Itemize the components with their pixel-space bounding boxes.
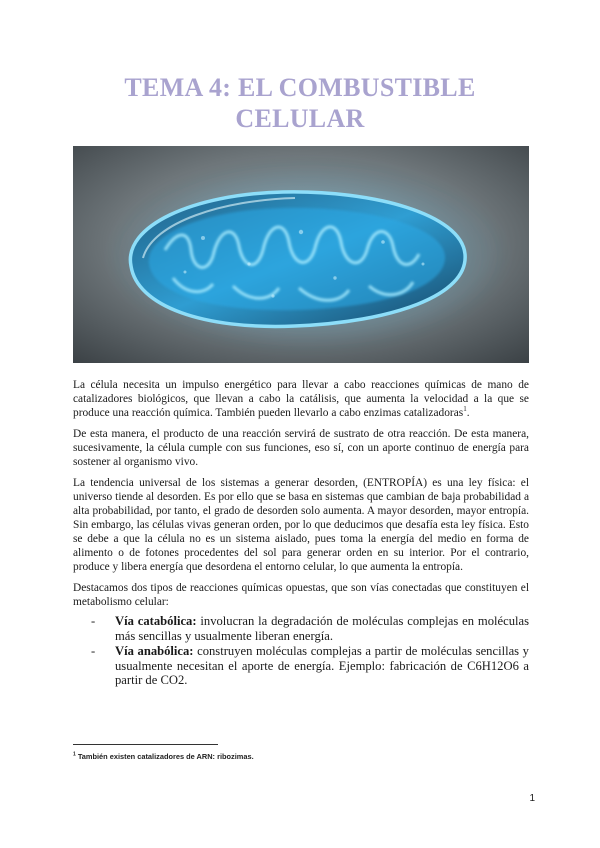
page-title bbox=[60, 72, 540, 134]
list-item-text: construyen moléculas complejas a partir de moléculas sencillas y usualmente necesitan el aporte de energía. Ejemplo: fabricación de C6H12O6 a partir de CO2. bbox=[115, 644, 529, 688]
list-item bbox=[91, 644, 529, 688]
list-item-text: involucran la degradación de moléculas complejas en moléculas más sencillas y usualmente liberan energía. bbox=[115, 614, 529, 643]
title-line-2: CELULAR bbox=[235, 104, 365, 133]
footnote bbox=[73, 752, 533, 761]
footnote-divider bbox=[73, 744, 218, 745]
body-text bbox=[73, 378, 529, 689]
list-item bbox=[91, 614, 529, 643]
paragraph-2: De esta manera, el producto de una reacción servirá de sustrato de otra reacción. De esta manera, sucesivamente, la célula cumple con sus funciones, eso sí, con un aporte continuo de energía para sostener al organismo vivo. bbox=[73, 428, 529, 468]
paragraph-3: La tendencia universal de los sistemas a generar desorden, (ENTROPÍA) es una ley física: el universo tiende al desorden. Es por ello que se basa en sistemas que cambian de baja probabilidad a alta probabilidad, por tanto, el grado de desorden solo aumenta. A mayor desorden, mayor entropía. Sin embargo, las células vivas generan orden, por lo que deducimos que desafía esta ley física. Esto se debe a que la célula no es un sistema aislado, pues toma la energía del medio en forma de alimento o de fotones procedentes del sol para generar orden en su interior. Por el contrario, produce y libera energía que desordena el entorno celular, lo que aumenta la entropía. bbox=[73, 477, 529, 573]
paragraph-1 bbox=[73, 378, 529, 420]
list-item-term: Vía catabólica: bbox=[115, 614, 197, 628]
paragraph-4: Destacamos dos tipos de reacciones químicas opuestas, que son vías conectadas que constituyen el metabolismo celular: bbox=[73, 582, 529, 608]
footnote-reference: 1 bbox=[463, 405, 467, 414]
list-dash: - bbox=[91, 644, 96, 659]
paragraph-1-text: La célula necesita un impulso energético para llevar a cabo reacciones químicas de mano de catalizadores biológicos, que llevan a cabo la catálisis, que aumenta la velocidad a la que se produce una reacción química. También pueden llevarlo a cabo enzimas catalizadoras bbox=[73, 379, 529, 419]
mitochondrion-image bbox=[73, 146, 529, 363]
list-item-term: Vía anabólica: bbox=[115, 644, 194, 659]
metabolic-pathways-list bbox=[91, 614, 529, 688]
page-number: 1 bbox=[529, 793, 535, 804]
title-line-1: TEMA 4: EL COMBUSTIBLE bbox=[124, 73, 476, 102]
mitochondrion-illustration bbox=[73, 146, 529, 363]
list-dash: - bbox=[91, 614, 96, 628]
footnote-text: También existen catalizadores de ARN: ribozimas. bbox=[75, 752, 254, 761]
paragraph-1-end: . bbox=[466, 407, 470, 419]
footnote-number: 1 bbox=[73, 751, 76, 758]
